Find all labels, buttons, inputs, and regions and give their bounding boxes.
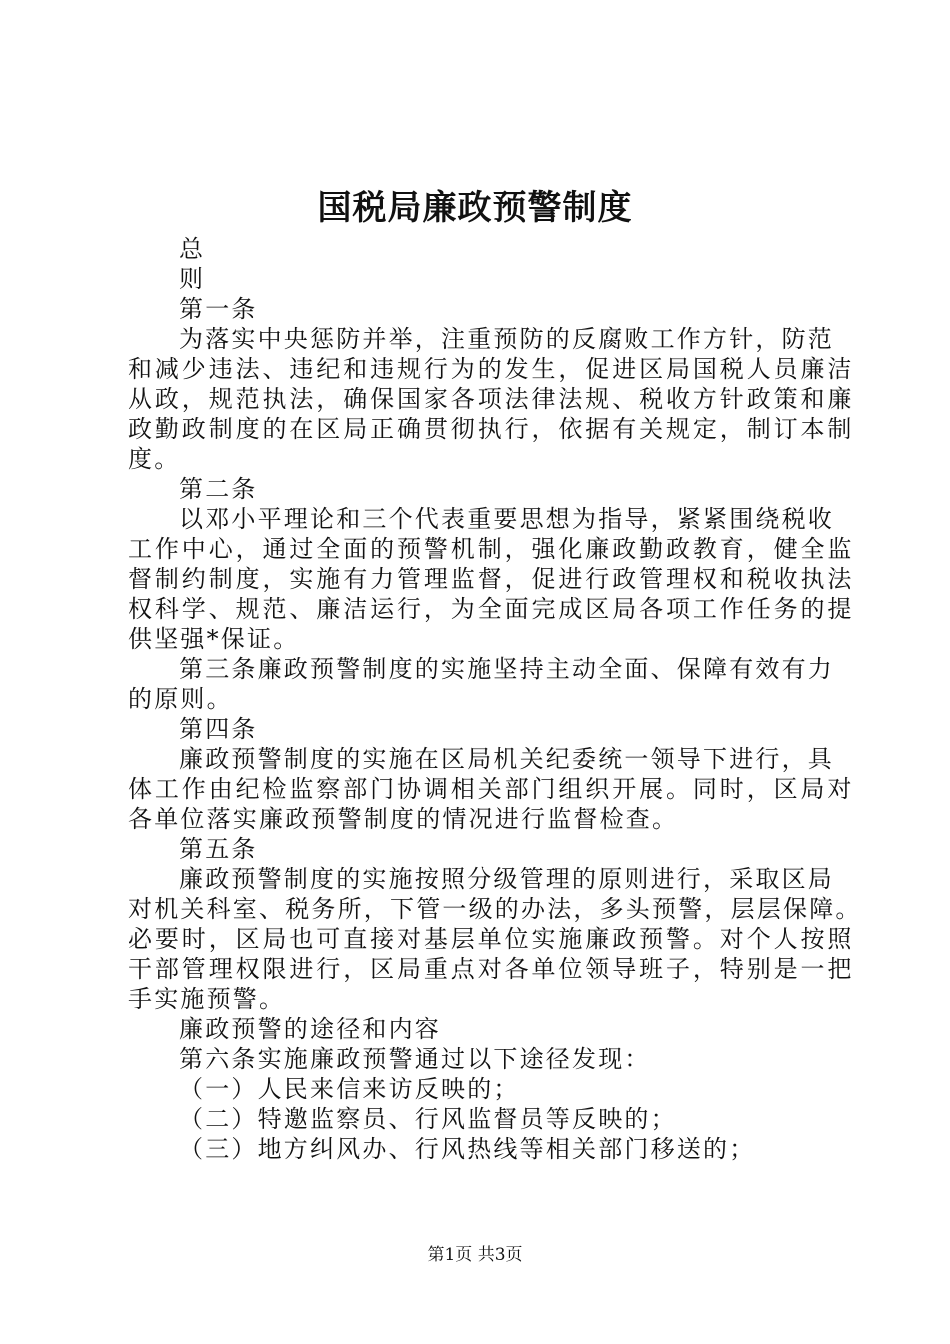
paragraph-line: 体工作由纪检监察部门协调相关部门组织开展。同时，区局对: [128, 775, 855, 803]
paragraph-line: 手实施预警。: [128, 985, 286, 1013]
article-heading: 第五条: [179, 835, 258, 863]
paragraph-line: 度。: [128, 445, 181, 473]
paragraph-line: 以邓小平理论和三个代表重要思想为指导，紧紧围绕税收: [179, 505, 834, 533]
document-title: 国税局廉政预警制度: [317, 188, 633, 228]
paragraph-line: 对机关科室、税务所，下管一级的办法，多头预警，层层保障。: [128, 895, 862, 923]
list-item: （一）人民来信来访反映的；: [179, 1075, 520, 1103]
paragraph-line: 廉政预警制度的实施在区局机关纪委统一领导下进行，具: [179, 745, 834, 773]
paragraph-line: 权科学、规范、廉洁运行，为全面完成区局各项工作任务的提: [128, 595, 855, 623]
paragraph-line: 廉政预警制度的实施按照分级管理的原则进行，采取区局: [179, 865, 834, 893]
article-heading: 第一条: [179, 295, 258, 323]
document-body: [128, 234, 862, 1164]
section-heading: 廉政预警的途径和内容: [179, 1015, 441, 1043]
list-item: （三）地方纠风办、行风热线等相关部门移送的；: [179, 1135, 756, 1163]
paragraph-line: 必要时，区局也可直接对基层单位实施廉政预警。对个人按照: [128, 925, 855, 953]
paragraph-line: 各单位落实廉政预警制度的情况进行监督检查。: [128, 805, 679, 833]
paragraph-line: 从政，规范执法，确保国家各项法律法规、税收方针政策和廉: [128, 385, 855, 413]
paragraph-line: 的原则。: [128, 685, 233, 713]
article-heading: 第二条: [179, 475, 258, 503]
paragraph-line: 为落实中央惩防并举，注重预防的反腐败工作方针，防范: [179, 325, 834, 353]
article-heading: 第四条: [179, 715, 258, 743]
section-heading-part-1: 总: [179, 235, 206, 263]
paragraph-line: 政勤政制度的在区局正确贯彻执行，依据有关规定，制订本制: [128, 415, 855, 443]
list-item: （二）特邀监察员、行风监督员等反映的；: [179, 1105, 677, 1133]
paragraph-line: 和减少违法、违纪和违规行为的发生，促进区局国税人员廉洁: [128, 355, 855, 383]
paragraph-line: 督制约制度，实施有力管理监督，促进行政管理权和税收执法: [128, 565, 855, 593]
section-heading-part-2: 则: [179, 265, 206, 293]
article-paragraph-line: 第六条实施廉政预警通过以下途径发现：: [179, 1045, 651, 1073]
paragraph-line: 工作中心，通过全面的预警机制，强化廉政勤政教育，健全监: [128, 535, 855, 563]
paragraph-line: 干部管理权限进行，区局重点对各单位领导班子，特别是一把: [128, 955, 855, 983]
article-paragraph-line: 第三条廉政预警制度的实施坚持主动全面、保障有效有力: [179, 655, 834, 683]
paragraph-line: 供坚强*保证。: [128, 625, 300, 653]
page-number-footer: 第1页 共3页: [427, 1245, 523, 1265]
